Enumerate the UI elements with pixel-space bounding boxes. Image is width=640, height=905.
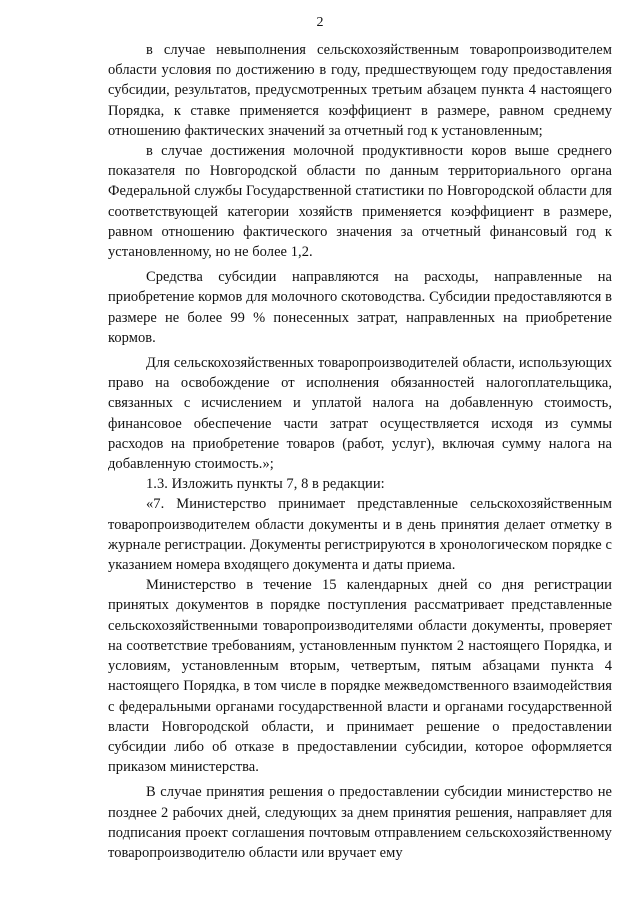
paragraph-coefficient-milk: в случае достижения молочной продуктивности коров выше среднего показателя по Новгородской области по данным территориального органа Федеральной службы Государственной статистики по Новгородской области для соответствующей категории хозяйств применяется коэффициент в размере, равном отношению фактического значения за отчетный финансовый год к установленному, но не более 1,2. xyxy=(108,143,612,261)
paragraph-subsidy-purpose: Средства субсидии направляются на расходы, направленные на приобретение кормов для молочного скотоводства. Субсидии предоставляются в размере не более 99 % понесенных затрат, направленных на приобретение кормов. xyxy=(108,269,612,346)
paragraph-vat-exemption: Для сельскохозяйственных товаропроизводителей области, использующих право на освобождение от исполнения обязанностей налогоплательщика, связанных с исчислением и уплатой налога на добавленную стоимость, финансовое обеспечение части затрат осуществляется исходя из суммы расходов на приобретение товаров (работ, услуг), включая сумму налога на добавленную стоимость.»; xyxy=(108,355,612,473)
paragraph-coefficient-results: в случае невыполнения сельскохозяйственным товаропроизводителем области условия по достижению в году, предшествующем году предоставления субсидии, результатов, предусмотренных третьим абзацем пункта 4 настоящего Порядка, к ставке применяется коэффициент в размере, равном среднему отношению фактических значений за отчетный год к установленным; xyxy=(108,42,612,139)
document-body xyxy=(108,40,612,863)
paragraph-agreement-sending: В случае принятия решения о предоставлении субсидии министерство не позднее 2 рабочих дней, следующих за днем принятия решения, направляет для подписания проект соглашения почтовым отправлением сельскохозяйственному товаропроизводителю области или вручает ему xyxy=(108,784,612,861)
paragraph-clause-7: «7. Министерство принимает представленные сельскохозяйственным товаропроизводителем области документы и в день принятия делает отметку в журнале регистрации. Документы регистрируются в хронологическом порядке с указанием номера входящего документа и даты приема. xyxy=(108,496,612,574)
page-number: 2 xyxy=(316,15,324,30)
paragraph-amendment-intro: 1.3. Изложить пункты 7, 8 в редакции: xyxy=(146,476,385,493)
paragraph-ministry-review: Министерство в течение 15 календарных дней со дня регистрации принятых документов в порядке поступления рассматривает представленные сельскохозяйственными товаропроизводителями области документы, проверяет на соответствие требованиям, установленным пунктом 2 настоящего Порядка, и условиям, установленным вторым, четвертым, пятым абзацами пункта 4 настоящего Порядка, в том числе в порядке межведомственного взаимодействия с федеральными органами государственной власти и органами государственной власти Новгородской области, и принимает решение о предоставлении субсидии либо об отказе в предоставлении субсидии, которое оформляется приказом министерства. xyxy=(108,577,612,776)
